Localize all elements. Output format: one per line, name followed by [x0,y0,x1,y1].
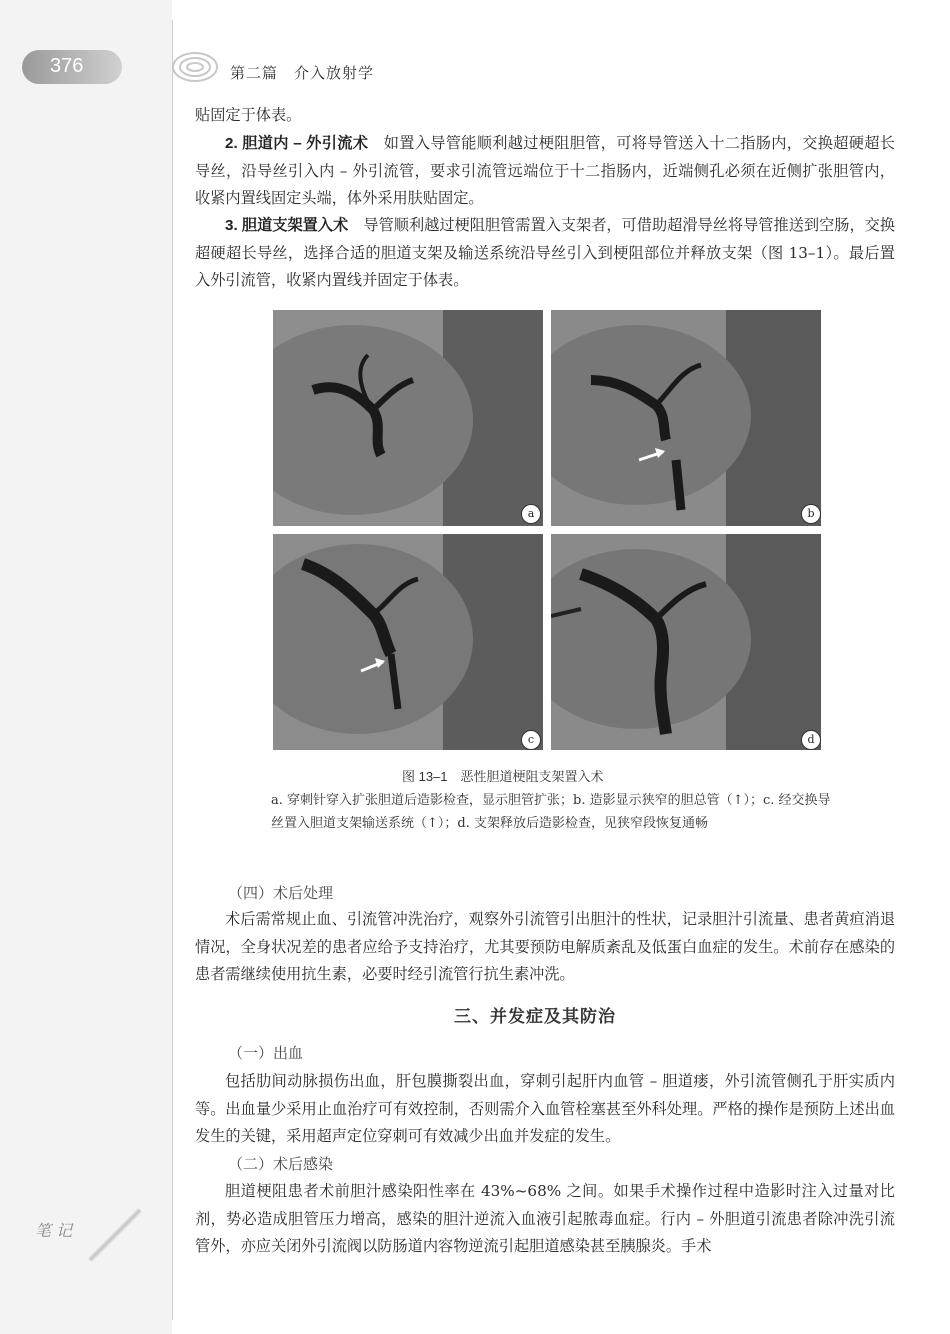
drainage-heading: 2. 胆道内 – 外引流术 [225,135,369,152]
stent-body: 导管顺利越过梗阻胆管需置入支架者，可借助超滑导丝将导管推送到空肠，交换超硬超长导丝，选择合适的胆道支架及输送系统沿导丝引入到梗阻部位并释放支架（图 13–1）。最后置入外引流管，收紧内置线并固定于体表。 [195,216,896,289]
xray-panel-c [273,534,543,750]
figure-caption: a. 穿刺针穿入扩张胆道后造影检查，显示胆管扩张；b. 造影显示狭窄的胆总管（↑）；c. 经交换导丝置入胆道支架输送系统（↑）；d. 支架释放后造影检查，见狭窄段恢复通畅 [271,793,831,831]
bleeding-heading: （一）出血 [228,1045,304,1062]
notes-margin [0,0,172,1334]
drainage-body: 如置入导管能顺利越过梗阻胆管，可将导管送入十二指肠内，交换超硬超长导丝，沿导丝引入内 – 外引流管，要求引流管远端位于十二指肠内，近端侧孔必须在近侧扩张胆管内，收紧内置线固定头端，体外采用肤贴固定。 [195,134,895,207]
paragraph-drainage [195,130,895,213]
swirl-logo-icon [170,46,220,88]
panel-label-a: a [521,504,541,524]
figure-13-1 [273,310,822,752]
header-title: 第二篇 介入放射学 [230,65,375,82]
page-number: 376 [50,55,84,77]
xray-panel-a [273,310,543,526]
figure-title: 图 13–1 恶性胆道梗阻支架置入术 [402,769,604,784]
margin-divider [172,20,173,1320]
panel-label-b: b [801,504,821,524]
paragraph-continued: 贴固定于体表。 [195,106,302,124]
postop-heading: （四）术后处理 [228,885,334,902]
infection-body: 胆道梗阻患者术前胆汁感染阳性率在 43%~68% 之间。如果手术操作过程中造影时注入过量对比剂，势必造成胆管压力增高，感染的胆汁逆流入血液引起脓毒血症。行内 – 外胆道引流患者除冲洗引流管外，亦应关闭外引流阀以防肠道内容物逆流引起胆道感染甚至胰腺炎。手术 [195,1182,895,1255]
panel-label-d: d [801,730,821,750]
paragraph-stent [195,212,895,295]
stent-heading: 3. 胆道支架置入术 [225,217,349,234]
bleeding-body: 包括肋间动脉损伤出血，肝包膜撕裂出血，穿刺引起肝内血管 – 胆道瘘，外引流管侧孔于肝实质内等。出血量少采用止血治疗可有效控制，否则需介入血管栓塞甚至外科处理。严格的操作是预防上述出血发生的关键，采用超声定位穿刺可有效减少出血并发症的发生。 [195,1072,895,1145]
infection-heading: （二）术后感染 [228,1156,334,1173]
section-title: 三、并发症及其防治 [454,1007,616,1027]
pen-icon [85,1205,145,1265]
panel-label-c: c [521,730,541,750]
xray-panel-b [551,310,821,526]
notes-label: 笔 记 [35,1221,73,1240]
postop-body: 术后需常规止血、引流管冲洗治疗，观察外引流管引出胆汁的性状，记录胆汁引流量、患者黄疸消退情况，全身状况差的患者应给予支持治疗，尤其要预防电解质紊乱及低蛋白血症的发生。术前存在感染的患者需继续使用抗生素，必要时经引流管行抗生素冲洗。 [195,910,895,983]
xray-panel-d [551,534,821,750]
